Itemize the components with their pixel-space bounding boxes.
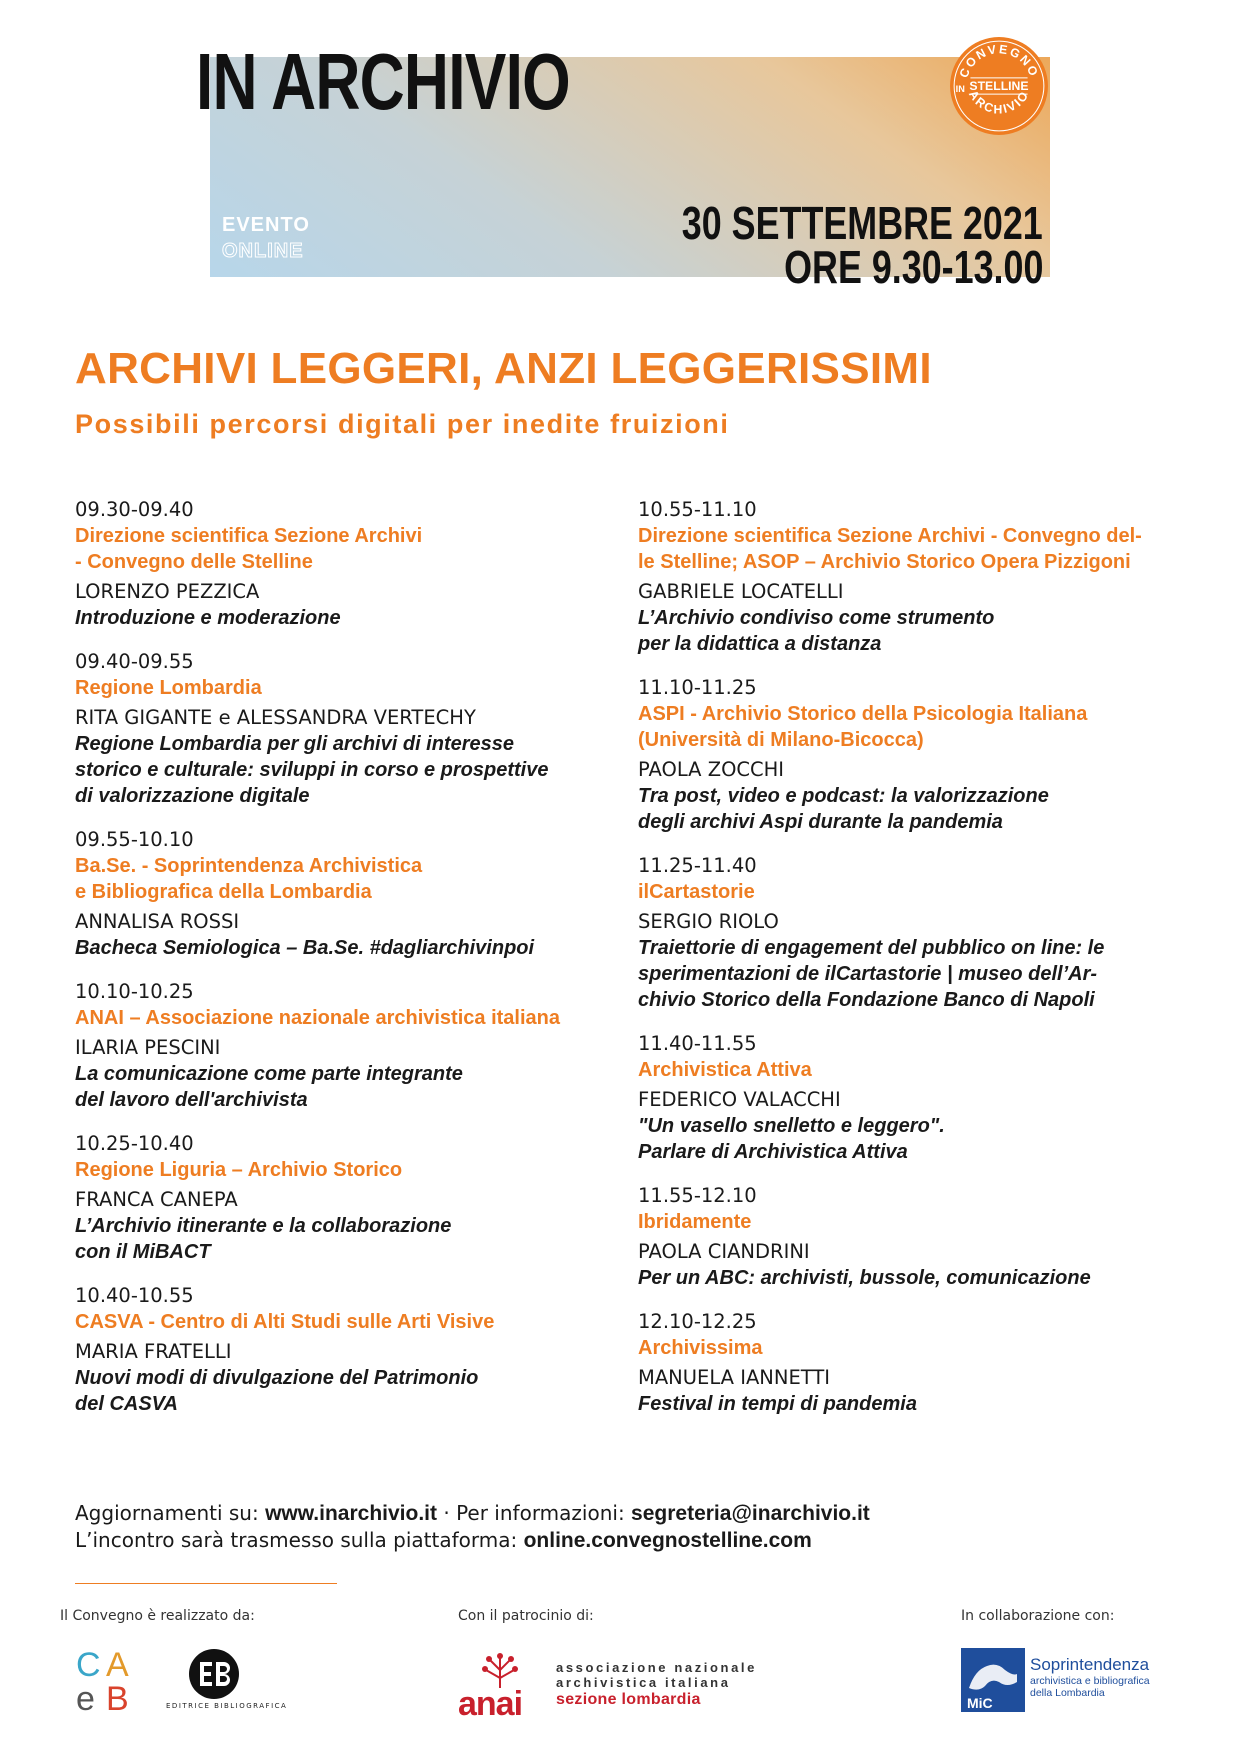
mic-text: MiC: [967, 1695, 993, 1711]
session-talk-title: L’Archivio condiviso come strumento per la didattica a distanza: [638, 607, 995, 655]
session-speaker: FEDERICO VALACCHI: [638, 1088, 841, 1111]
anai-wordmark: anai: [458, 1685, 523, 1723]
session-speaker: RITA GIGANTE e ALESSANDRA VERTECHY: [75, 706, 476, 729]
caeb-logo-icon: [76, 1646, 142, 1714]
info-separator: · Per informazioni:: [437, 1501, 632, 1525]
program-column-right: [638, 497, 1198, 1435]
session-time: 11.40-11.55: [638, 1032, 757, 1055]
session-speaker: PAOLA CIANDRINI: [638, 1240, 810, 1263]
session-organization: Archivistica Attiva: [638, 1059, 812, 1081]
credit-collaboration: In collaborazione con:: [961, 1608, 1115, 1624]
anai-text: [556, 1660, 757, 1707]
convegno-stelline-seal-icon: [948, 35, 1050, 137]
session-time: 11.25-11.40: [638, 854, 757, 877]
program-session: [638, 675, 1198, 835]
program-session: [75, 827, 635, 961]
program-session: [75, 1283, 635, 1417]
caeb-letter-a: A: [106, 1646, 129, 1684]
event-type-label: EVENTO: [222, 214, 310, 236]
caeb-letter-b: B: [106, 1680, 129, 1714]
session-organization: Direzione scientifica Sezione Archivi - Convegno del- le Stelline; ASOP – Archivio Storico Opera Pizzigoni: [638, 525, 1142, 573]
seal-middle-text: STELLINE: [969, 79, 1029, 94]
caeb-letter-e: e: [76, 1680, 95, 1714]
session-talk-title: Nuovi modi di divulgazione del Patrimonio del CASVA: [75, 1367, 479, 1415]
event-date: 30 SETTEMBRE 2021: [682, 197, 1043, 249]
event-info: [75, 1500, 870, 1554]
seal-top-text: CONVEGNO: [956, 42, 1042, 80]
session-talk-title: La comunicazione come parte integrante del lavoro dell'archivista: [75, 1063, 463, 1111]
session-talk-title: Bacheca Semiologica – Ba.Se. #dagliarchivinpoi: [75, 937, 535, 959]
session-time: 10.40-10.55: [75, 1284, 194, 1307]
session-talk-title: L’Archivio itinerante e la collaborazione con il MiBACT: [75, 1215, 452, 1263]
credit-made-by: Il Convegno è realizzato da:: [60, 1608, 255, 1624]
session-time: 09.30-09.40: [75, 498, 194, 521]
session-time: 11.55-12.10: [638, 1184, 757, 1207]
divider: [75, 1583, 337, 1584]
event-title: IN ARCHIVIO: [196, 37, 570, 126]
session-talk-title: Tra post, video e podcast: la valorizzazione degli archivi Aspi durante la pandemia: [638, 785, 1049, 833]
anai-line-1: associazione nazionale: [556, 1660, 757, 1675]
session-organization: ANAI – Associazione nazionale archivistica italiana: [75, 1007, 560, 1029]
anai-line-2: archivistica italiana: [556, 1675, 731, 1690]
session-time: 10.10-10.25: [75, 980, 194, 1003]
page-title: ARCHIVI LEGGERI, ANZI LEGGERISSIMI: [75, 344, 932, 393]
email-link[interactable]: segreteria@inarchivio.it: [631, 1502, 870, 1525]
session-time: 09.55-10.10: [75, 828, 194, 851]
session-time: 10.55-11.10: [638, 498, 757, 521]
seal-bottom-text: ARCHIVIO: [965, 87, 1033, 117]
program-session: [75, 497, 635, 631]
soprintendenza-mic-icon: [961, 1648, 1025, 1712]
program-session: [75, 1131, 635, 1265]
session-speaker: GABRIELE LOCATELLI: [638, 580, 844, 603]
stream-label: L’incontro sarà trasmesso sulla piattaforma:: [75, 1528, 524, 1552]
editrice-bibliografica-text: EDITRICE BIBLIOGRAFICA: [166, 1702, 288, 1710]
session-time: 09.40-09.55: [75, 650, 194, 673]
session-talk-title: Regione Lombardia per gli archivi di interesse storico e culturale: sviluppi in corso e prospettive di valorizzazione digitale: [75, 733, 549, 807]
soprintendenza-line-2: archivistica e bibliografica: [1030, 1675, 1150, 1687]
session-speaker: ILARIA PESCINI: [75, 1036, 221, 1059]
event-online-label: ONLINE: [222, 240, 304, 262]
updates-label: Aggiornamenti su:: [75, 1501, 266, 1525]
session-time: 11.10-11.25: [638, 676, 757, 699]
program-session: [75, 979, 635, 1113]
session-organization: Archivissima: [638, 1337, 763, 1359]
session-talk-title: Per un ABC: archivisti, bussole, comunicazione: [638, 1267, 1091, 1289]
session-time: 12.10-12.25: [638, 1310, 757, 1333]
soprintendenza-line-1: Soprintendenza: [1030, 1655, 1150, 1674]
anai-tree-icon: [478, 1650, 522, 1688]
program-session: [75, 649, 635, 809]
session-speaker: MANUELA IANNETTI: [638, 1366, 831, 1389]
program-session: [638, 1183, 1198, 1291]
credit-patronage: Con il patrocinio di:: [458, 1608, 594, 1624]
session-organization: CASVA - Centro di Alti Studi sulle Arti Visive: [75, 1311, 495, 1333]
session-talk-title: Traiettorie di engagement del pubblico on line: le sperimentazioni de ilCartastorie | museo dell’Ar- chivio Storico della Fondazione Banco di Napoli: [638, 937, 1105, 1011]
session-time: 10.25-10.40: [75, 1132, 194, 1155]
session-speaker: ANNALISA ROSSI: [75, 910, 240, 933]
event-time: ORE 9.30-13.00: [783, 241, 1043, 293]
page-subtitle: Possibili percorsi digitali per inedite fruizioni: [75, 409, 730, 439]
editrice-bibliografica-logo-icon: [186, 1648, 242, 1700]
session-speaker: MARIA FRATELLI: [75, 1340, 232, 1363]
program-session: [638, 1309, 1198, 1417]
seal-side-text: IN: [955, 84, 965, 95]
session-organization: Direzione scientifica Sezione Archivi - Convegno delle Stelline: [75, 525, 423, 573]
caeb-letter-c: C: [76, 1646, 101, 1684]
anai-line-3: sezione lombardia: [556, 1691, 701, 1708]
session-organization: ASPI - Archivio Storico della Psicologia Italiana (Università di Milano-Bicocca): [638, 703, 1088, 751]
session-organization: Regione Lombardia: [75, 677, 262, 699]
info-line-2: [75, 1527, 870, 1554]
session-organization: ilCartastorie: [638, 881, 755, 903]
soprintendenza-text: [1030, 1655, 1150, 1699]
session-organization: Ibridamente: [638, 1211, 752, 1233]
session-speaker: FRANCA CANEPA: [75, 1188, 238, 1211]
stream-link[interactable]: online.convegnostelline.com: [523, 1529, 812, 1552]
session-organization: Ba.Se. - Soprintendenza Archivistica e Bibliografica della Lombardia: [75, 855, 423, 903]
session-talk-title: Introduzione e moderazione: [75, 607, 341, 629]
program-session: [638, 497, 1198, 657]
session-talk-title: Festival in tempi di pandemia: [638, 1393, 917, 1415]
session-speaker: PAOLA ZOCCHI: [638, 758, 785, 781]
program-session: [638, 1031, 1198, 1165]
session-talk-title: "Un vasello snelletto e leggero". Parlare di Archivistica Attiva: [638, 1115, 945, 1163]
info-line-1: [75, 1500, 870, 1527]
program-session: [638, 853, 1198, 1013]
soprintendenza-line-3: della Lombardia: [1030, 1687, 1105, 1699]
program-column-left: [75, 497, 635, 1435]
session-organization: Regione Liguria – Archivio Storico: [75, 1159, 403, 1181]
website-link[interactable]: www.inarchivio.it: [265, 1502, 437, 1525]
session-speaker: LORENZO PEZZICA: [75, 580, 260, 603]
session-speaker: SERGIO RIOLO: [638, 910, 779, 933]
